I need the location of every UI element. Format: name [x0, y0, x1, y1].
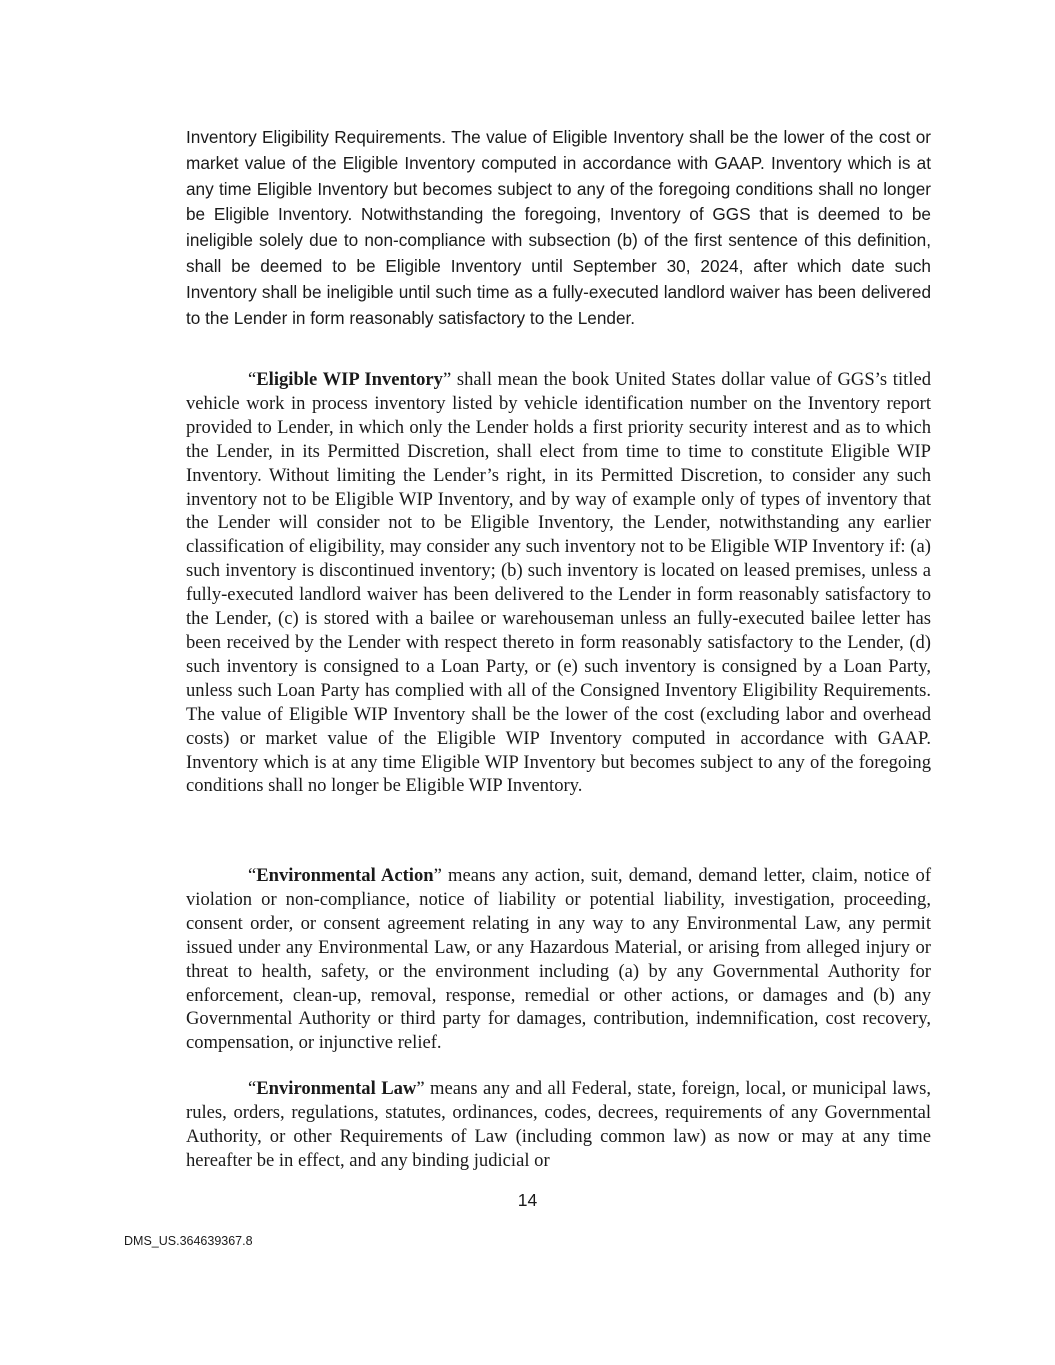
definition-environmental-action	[186, 864, 931, 1055]
defined-term: Environmental Law	[256, 1078, 417, 1099]
page-number: 14	[517, 1190, 538, 1210]
defined-term: Environmental Action	[256, 865, 434, 886]
definition-body: ” means any and all Federal, state, foreign, local, or municipal laws, rules, orders, regulations, statutes, ordinances, codes, decrees, requirements of any Governmental Authority, or other Requirements of Law (including common law) as now or may at any time hereafter be in effect, and any binding judicial or	[186, 1078, 931, 1171]
definition-eligible-wip-inventory	[186, 368, 931, 798]
definition-environmental-law	[186, 1077, 931, 1173]
open-quote: “	[248, 865, 257, 886]
continuation-paragraph: Inventory Eligibility Requirements. The value of Eligible Inventory shall be the lower of the cost or market value of the Eligible Inventory computed in accordance with GAAP. Inventory which is at any time Eligible Inventory but becomes subject to any of the foregoing conditions shall no longer be Eligible Inventory. Notwithstanding the foregoing, Inventory of GGS that is deemed to be ineligible solely due to non-compliance with subsection (b) of the first sentence of this definition, shall be deemed to be Eligible Inventory until September 30, 2024, after which date such Inventory shall be ineligible until such time as a fully-executed landlord waiver has been delivered to the Lender in form reasonably satisfactory to the Lender.	[186, 127, 931, 328]
document-id: DMS_US.364639367.8	[124, 1234, 253, 1248]
definition-body: ” shall mean the book United States dollar value of GGS’s titled vehicle work in process inventory listed by vehicle identification number on the Inventory report provided to Lender, in which only the Lender holds a first priority security interest and as to which the Lender, in its Permitted Discretion, shall elect from time to time to constitute Eligible WIP Inventory. Without limiting the Lender’s right, in its Permitted Discretion, to consider any such inventory not to be Eligible WIP Inventory, and by way of example only of types of inventory that the Lender will consider not to be Eligible Inventory, the Lender, notwithstanding any earlier classification of eligibility, may consider any such inventory not to be Eligible WIP Inventory if: (a) such inventory is discontinued inventory; (b) such inventory is located on leased premises, unless a fully-executed landlord waiver has been delivered to the Lender in form reasonably satisfactory to the Lender, (c) is stored with a bailee or warehouseman unless an fully-executed bailee letter has been received by the Lender with respect thereto in form reasonably satisfactory to the Lender, (d) such inventory is consigned to a Loan Party, or (e) such inventory is consigned by a Loan Party, unless such Loan Party has complied with all of the Consigned Inventory Eligibility Requirements. The value of Eligible WIP Inventory shall be the lower of the cost (excluding labor and overhead costs) or market value of the Eligible WIP Inventory computed in accordance with GAAP. Inventory which is at any time Eligible WIP Inventory but becomes subject to any of the foregoing conditions shall no longer be Eligible WIP Inventory.	[186, 369, 931, 797]
definition-body: ” means any action, suit, demand, demand letter, claim, notice of violation or non-compliance, notice of liability or potential liability, investigation, proceeding, consent order, or consent agreement relating in any way to any Environmental Law, any permit issued under any Environmental Law, or any Hazardous Material, or arising from alleged injury or threat to health, safety, or the environment including (a) by any Governmental Authority for enforcement, clean-up, removal, response, remedial or other actions, or damages and (b) any Governmental Authority or third party for damages, contribution, indemnification, cost recovery, compensation, or injunctive relief.	[186, 865, 932, 1054]
open-quote: “	[248, 1078, 257, 1099]
defined-term: Eligible WIP Inventory	[256, 369, 443, 390]
open-quote: “	[248, 369, 257, 390]
